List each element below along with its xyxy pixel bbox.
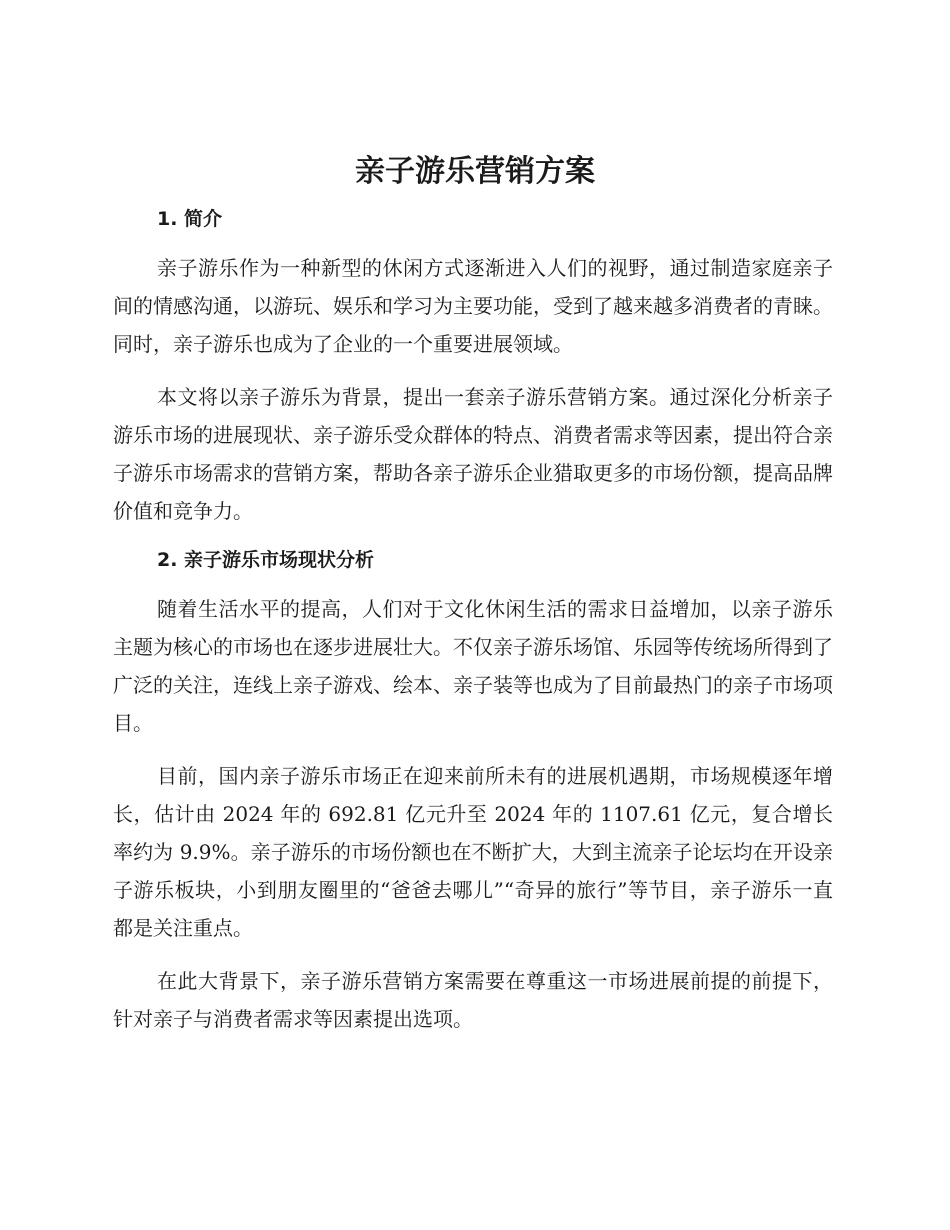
- document-title: 亲子游乐营销方案: [355, 154, 595, 189]
- paragraph-market-2: 目前，国内亲子游乐市场正在迎来前所未有的进展机遇期，市场规模逐年增长，估计由 2024 年的 692.81 亿元升至 2024 年的 1107.61 亿元，复合增长率约为 9.9%。亲子游乐的市场份额也在不断扩大，大到主流亲子论坛均在开设亲子游乐板块，小到朋友圈里的“爸爸去哪儿”“奇异的旅行”等节目，亲子游乐一直都是关注重点。: [113, 764, 833, 940]
- paragraph-market-3: 在此大背景下，亲子游乐营销方案需要在尊重这一市场进展前提的前提下，针对亲子与消费者需求等因素提出选项。: [113, 969, 833, 1031]
- document-body: [113, 203, 833, 1038]
- paragraph-intro-2: 本文将以亲子游乐为背景，提出一套亲子游乐营销方案。通过深化分析亲子游乐市场的进展现状、亲子游乐受众群体的特点、消费者需求等因素，提出符合亲子游乐市场需求的营销方案，帮助各亲子游乐企业猎取更多的市场份额，提高品牌价值和竞争力。: [113, 385, 833, 523]
- section-heading-intro: 1. 简介: [157, 208, 223, 230]
- paragraph-market-1: 随着生活水平的提高，人们对于文化休闲生活的需求日益增加，以亲子游乐主题为核心的市场也在逐步进展壮大。不仅亲子游乐场馆、乐园等传统场所得到了广泛的关注，连线上亲子游戏、绘本、亲子装等也成为了目前最热门的亲子市场项目。: [113, 597, 833, 735]
- paragraph-intro-1: 亲子游乐作为一种新型的休闲方式逐渐进入人们的视野，通过制造家庭亲子间的情感沟通，以游玩、娱乐和学习为主要功能，受到了越来越多消费者的青睐。同时，亲子游乐也成为了企业的一个重要进展领域。: [113, 256, 833, 356]
- section-heading-market: 2. 亲子游乐市场现状分析: [157, 549, 375, 571]
